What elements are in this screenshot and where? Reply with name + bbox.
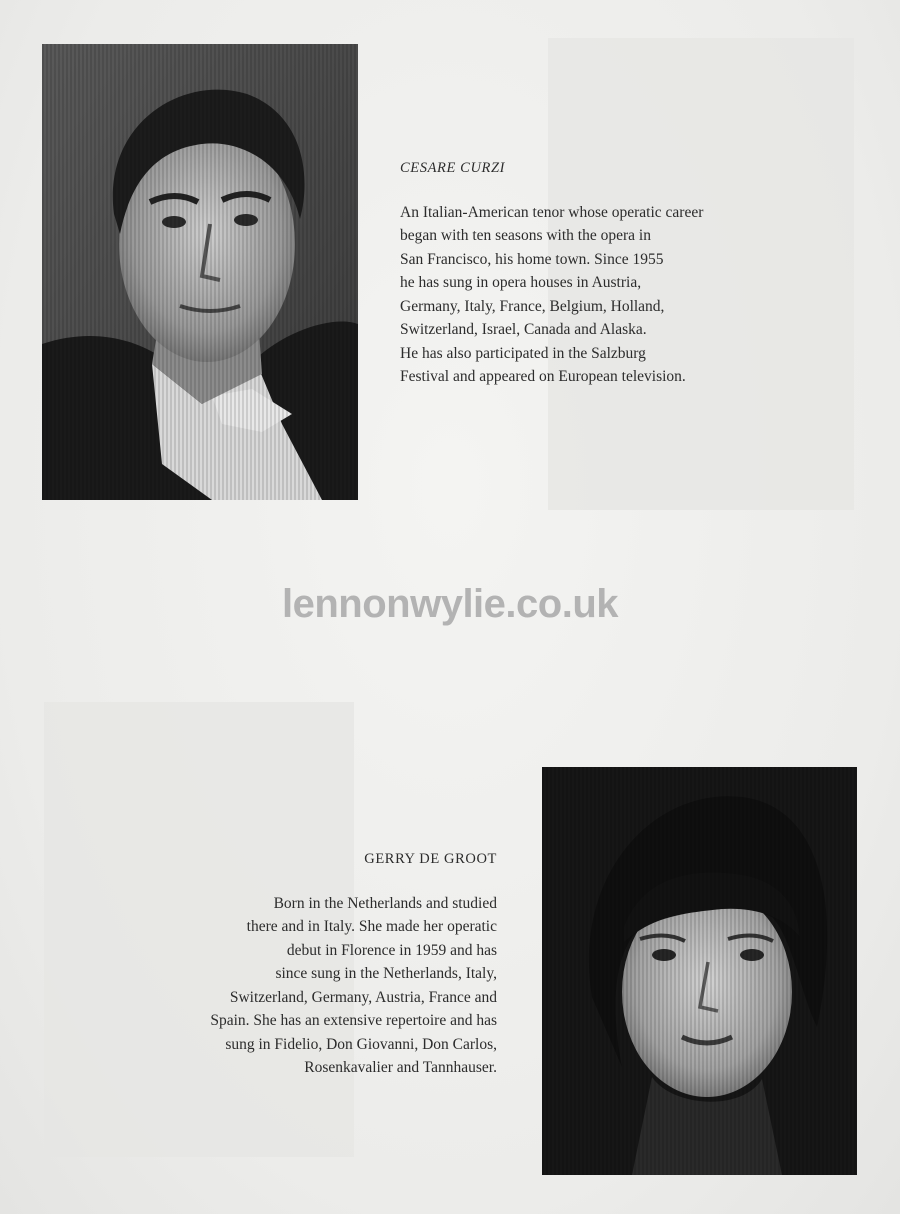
bio-line: San Francisco, his home town. Since 1955: [400, 250, 664, 268]
bio-line: Rosenkavalier and Tannhauser.: [304, 1059, 497, 1076]
portrait-illustration: [42, 44, 358, 500]
artist-bio-gerry-de-groot: [210, 848, 497, 1080]
bio-line: Germany, Italy, France, Belgium, Holland,: [400, 297, 665, 315]
bio-line: Switzerland, Germany, Austria, France and: [229, 988, 497, 1006]
portrait-illustration: [542, 767, 857, 1175]
watermark-text: lennonwylie.co.uk: [281, 582, 618, 626]
portrait-photo-gerry-de-groot: [542, 767, 857, 1175]
artist-name: CESARE CURZI: [400, 160, 506, 176]
bio-line: he has sung in opera houses in Austria,: [400, 274, 642, 291]
bio-line: since sung in the Netherlands, Italy,: [275, 965, 497, 982]
artist-name: GERRY DE GROOT: [364, 851, 497, 867]
bio-line: there and in Italy. She made her operatic: [246, 918, 497, 935]
bio-line: Festival and appeared on European television.: [400, 368, 686, 385]
portrait-photo-cesare-curzi: [42, 44, 358, 500]
bio-line: debut in Florence in 1959 and has: [286, 941, 497, 959]
bio-line: sung in Fidelio, Don Giovanni, Don Carlos,: [225, 1035, 497, 1053]
artist-bio-cesare-curzi: [400, 157, 703, 389]
bio-line: He has also participated in the Salzburg: [400, 344, 646, 362]
bio-line: An Italian-American tenor whose operatic career: [400, 203, 704, 221]
bio-line: began with ten seasons with the opera in: [400, 227, 651, 244]
bio-line: Spain. She has an extensive repertoire and has: [210, 1012, 497, 1029]
bio-line: Born in the Netherlands and studied: [273, 894, 497, 912]
bio-line: Switzerland, Israel, Canada and Alaska.: [400, 321, 647, 338]
